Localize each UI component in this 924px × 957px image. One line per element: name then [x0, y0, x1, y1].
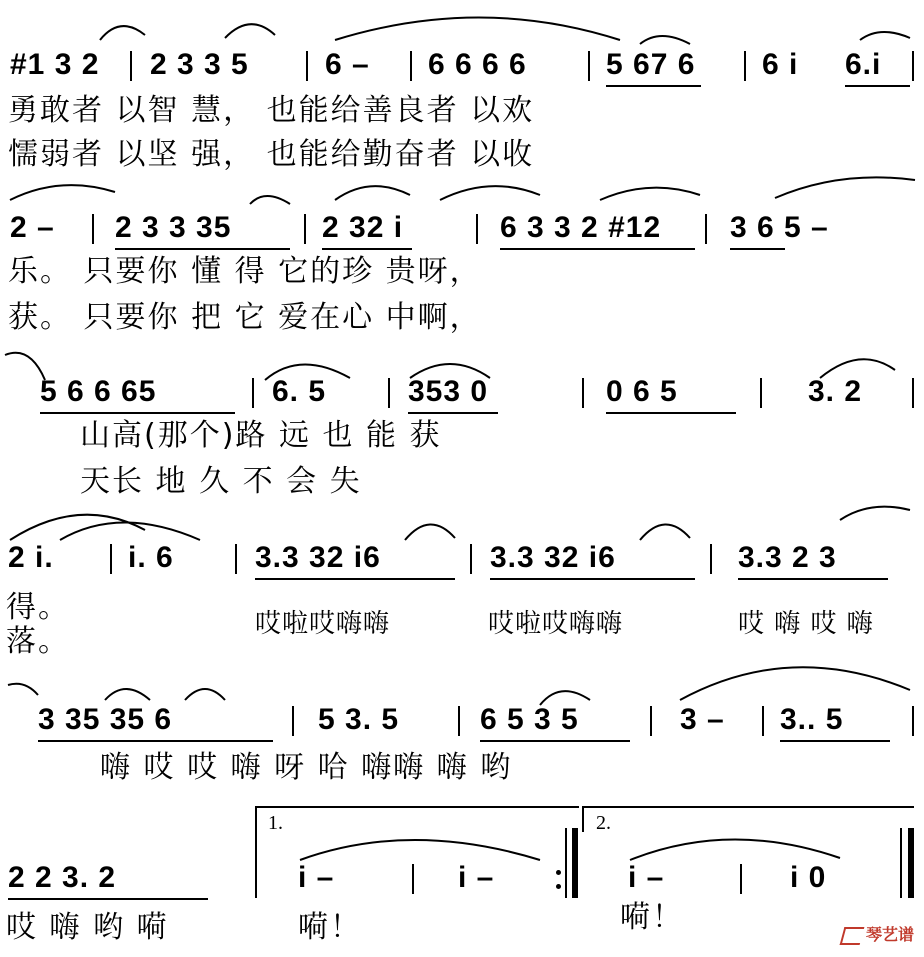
- lyric-ending-1: 嗬！: [298, 910, 362, 945]
- beam-line: [490, 578, 695, 580]
- volta-bracket-2: [582, 806, 914, 832]
- bar-line: [304, 214, 306, 244]
- beam-line: [480, 740, 630, 742]
- repeat-dot: [556, 884, 561, 889]
- note-group: 3. 2: [808, 375, 863, 408]
- beam-line: [322, 248, 412, 250]
- bar-line: [900, 828, 902, 898]
- note-group: 6.i: [845, 48, 882, 81]
- lyric-line-1: 乐。 只要你 懂 得 它的珍 贵呀，: [8, 254, 482, 289]
- note-group: 3 6 5 –: [730, 211, 829, 244]
- bar-line: [912, 378, 914, 408]
- note-group: 353 0: [408, 375, 489, 408]
- lyric-ending-2: 嗬！: [620, 900, 684, 935]
- bar-line: [388, 378, 390, 408]
- note-group: 3.3 32 i6: [490, 541, 616, 574]
- beam-line: [845, 85, 910, 87]
- lyric-line-2: 获。 只要你 把 它 爱在心 中啊，: [8, 300, 482, 335]
- lyric-line-2: 懦弱者 以坚 强， 也能给勤奋者 以收: [8, 137, 535, 172]
- logo-icon: [840, 927, 865, 945]
- note-group: 5 6 6 65: [40, 375, 157, 408]
- lyric-line-1: 山高(那个)路 远 也 能 获: [80, 418, 442, 453]
- repeat-bar: [572, 828, 578, 898]
- note-group: 3.3 32 i6: [255, 541, 381, 574]
- lyric-line-1: 嗨 哎 哎 嗨 呀 哈 嗨嗨 嗨 哟: [100, 750, 513, 785]
- note-group: 2 3 3 35: [115, 211, 232, 244]
- bar-line: [110, 544, 112, 574]
- note-group: 6 3 3 2 #12: [500, 211, 662, 244]
- beam-line: [606, 412, 736, 414]
- bar-line: [744, 51, 746, 81]
- bar-line: [588, 51, 590, 81]
- bar-line: [705, 214, 707, 244]
- beam-line: [115, 248, 290, 250]
- beam-line: [8, 898, 208, 900]
- note-group: 2 3 3 5: [150, 48, 249, 81]
- bar-line: [412, 864, 414, 894]
- bar-line: [650, 706, 652, 736]
- note-group: 2 –: [10, 211, 55, 244]
- lyric-line-1: 得。: [6, 590, 70, 625]
- volta-bracket-1: [255, 806, 579, 832]
- beam-line: [255, 578, 455, 580]
- note-group: i 0: [790, 861, 827, 894]
- note-group: i –: [458, 861, 495, 894]
- note-group: 2 i.: [8, 541, 54, 574]
- note-group: 6 i: [762, 48, 799, 81]
- bar-line: [306, 51, 308, 81]
- volta-label-2: 2.: [596, 812, 611, 834]
- lyric-vocable: 哎 嗨 哎 嗨: [738, 609, 874, 639]
- bar-line: [410, 51, 412, 81]
- note-group: 3.. 5: [780, 703, 844, 736]
- final-bar: [908, 828, 914, 898]
- note-group: 2 32 i: [322, 211, 404, 244]
- note-group: 6 –: [325, 48, 370, 81]
- repeat-dot: [556, 870, 561, 875]
- beam-line: [500, 248, 695, 250]
- beam-line: [38, 740, 273, 742]
- lyric-line-2: 天长 地 久 不 会 失: [80, 464, 362, 499]
- bar-line: [470, 544, 472, 574]
- bar-line: [565, 828, 567, 898]
- bar-line: [255, 828, 257, 898]
- note-group: 3 35 35 6: [38, 703, 173, 736]
- lyric-line-2: 落。: [6, 624, 70, 659]
- note-group: 6 5 3 5: [480, 703, 579, 736]
- note-group: i –: [298, 861, 335, 894]
- note-group: 3.3 2 3: [738, 541, 837, 574]
- volta-label-1: 1.: [268, 812, 283, 834]
- note-group: 3 –: [680, 703, 725, 736]
- bar-line: [710, 544, 712, 574]
- bar-line: [912, 706, 914, 736]
- lyric-vocable: 哎啦哎嗨嗨: [488, 609, 624, 639]
- logo-text: 琴艺谱: [865, 925, 914, 944]
- bar-line: [762, 706, 764, 736]
- note-group: 6. 5: [272, 375, 327, 408]
- bar-line: [476, 214, 478, 244]
- bar-line: [130, 51, 132, 81]
- bar-line: [235, 544, 237, 574]
- note-group: #1 3 2: [10, 48, 100, 81]
- site-logo: [842, 922, 914, 945]
- lyric-line-1: 哎 嗨 哟 嗬: [6, 910, 169, 945]
- beam-line: [606, 85, 701, 87]
- bar-line: [292, 706, 294, 736]
- lyric-vocable: 哎啦哎嗨嗨: [255, 609, 391, 639]
- note-group: 6 6 6 6: [428, 48, 527, 81]
- note-group: i –: [628, 861, 665, 894]
- bar-line: [582, 378, 584, 408]
- note-group: 5 3. 5: [318, 703, 400, 736]
- lyric-line-1: 勇敢者 以智 慧， 也能给善良者 以欢: [8, 93, 535, 128]
- bar-line: [252, 378, 254, 408]
- bar-line: [760, 378, 762, 408]
- note-group: i. 6: [128, 541, 174, 574]
- beam-line: [780, 740, 890, 742]
- beam-line: [730, 248, 785, 250]
- note-group: 2 2 3. 2: [8, 861, 117, 894]
- note-group: 5 67 6: [606, 48, 696, 81]
- note-group: 0 6 5: [606, 375, 678, 408]
- beam-line: [408, 412, 498, 414]
- beam-line: [40, 412, 235, 414]
- bar-line: [458, 706, 460, 736]
- bar-line: [912, 51, 914, 81]
- bar-line: [92, 214, 94, 244]
- bar-line: [740, 864, 742, 894]
- beam-line: [738, 578, 888, 580]
